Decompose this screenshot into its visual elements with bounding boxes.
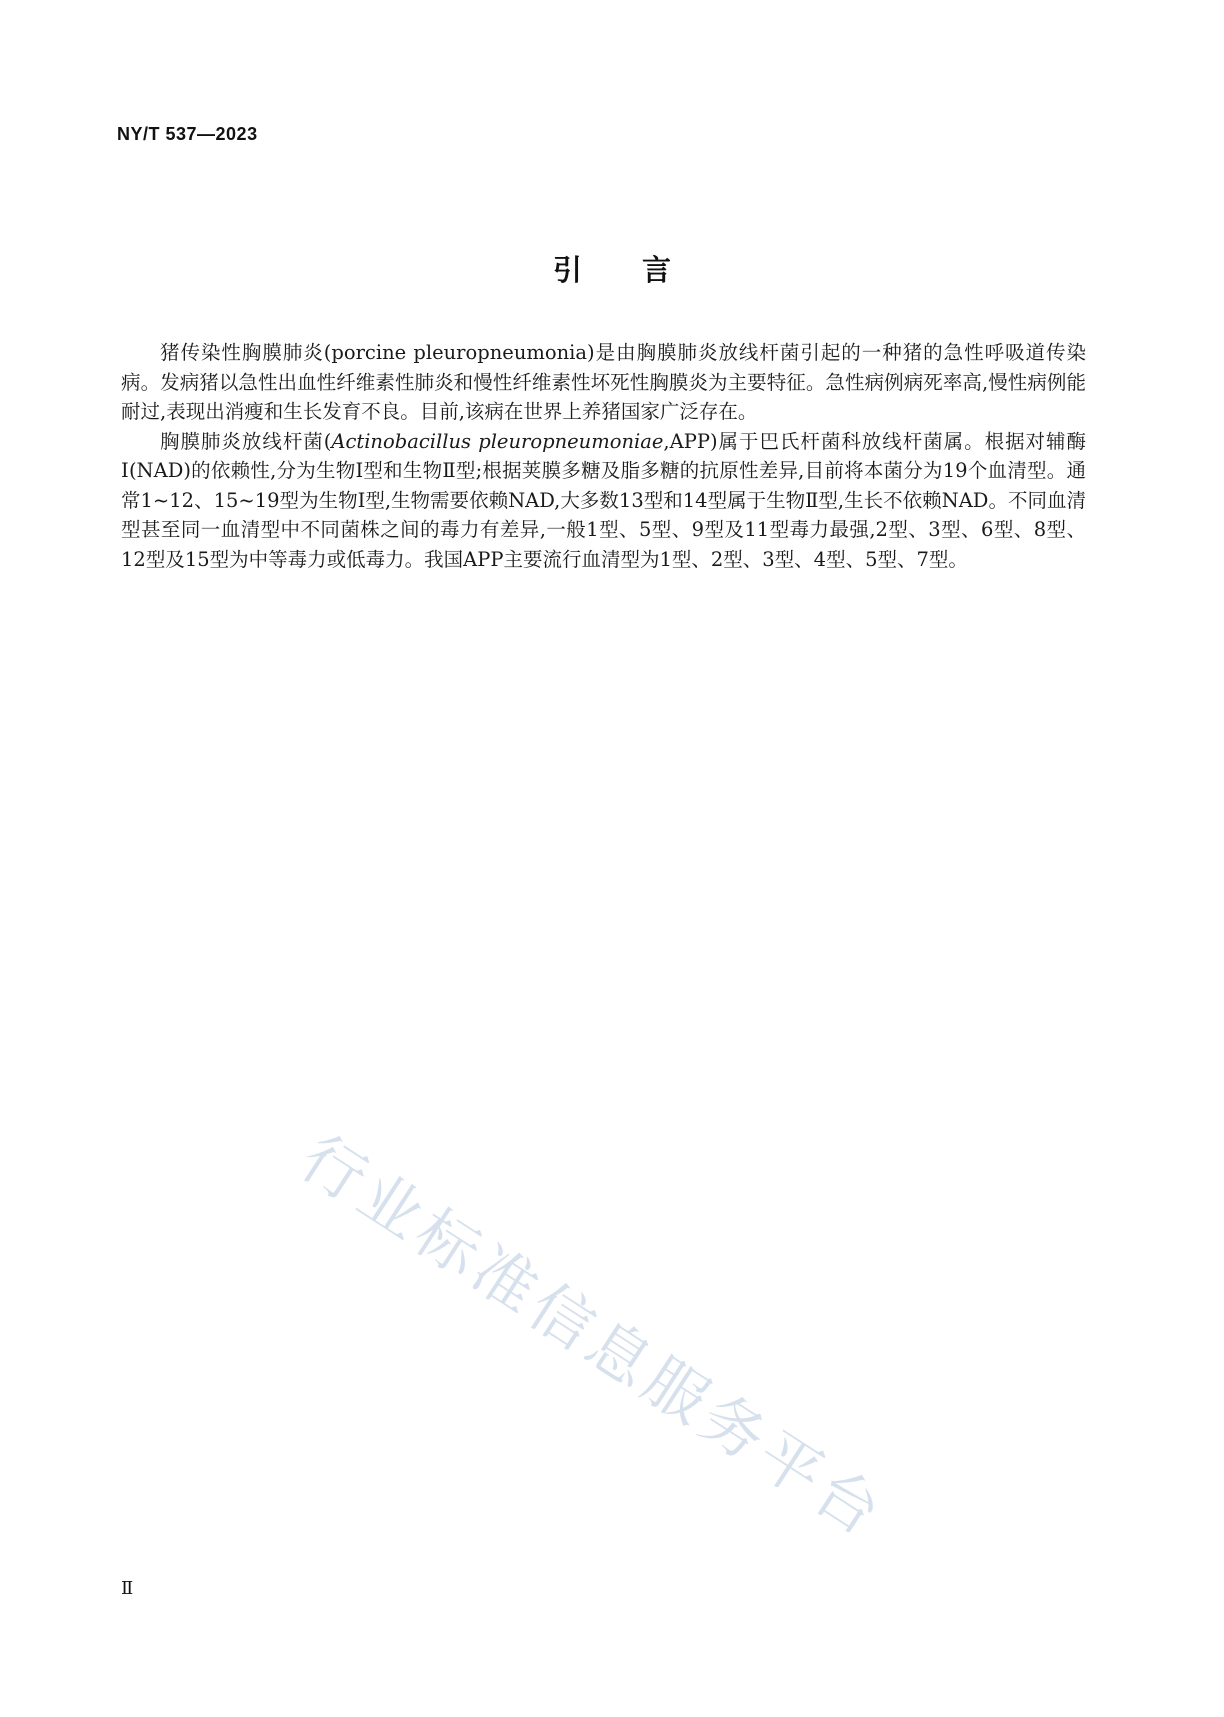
standard-code-header: NY/T 537—2023 [117,124,258,144]
page-number: Ⅱ [121,1578,134,1599]
paragraph-2 [121,427,1086,575]
scientific-name: Actinobacillus pleuropneumoniae [331,429,664,453]
body-text [121,338,1086,574]
paragraph-2-rest: ,APP)属于巴氏杆菌科放线杆菌属。根据对辅酶Ⅰ(NAD)的依赖性,分为生物Ⅰ型和生物Ⅱ型;根据荚膜多糖及脂多糖的抗原性差异,目前将本菌分为19个血清型。通常1~12、15~19型为生物Ⅰ型,生物需要依赖NAD,大多数13型和14型属于生物Ⅱ型,生长不依赖NAD。不同血清型甚至同一血清型中不同菌株之间的毒力有差异,一般1型、5型、9型及11型毒力最强,2型、3型、6型、8型、12型及15型为中等毒力或低毒力。我国APP主要流行血清型为1型、2型、3型、4型、5型、7型。 [121,429,1086,571]
watermark: 行业标准信息服务平台 [288,1120,899,1553]
paragraph-2-lead: 胸膜肺炎放线杆菌( [160,429,332,453]
paragraph-1: 猪传染性胸膜肺炎(porcine pleuropneumonia)是由胸膜肺炎放线杆菌引起的一种猪的急性呼吸道传染病。发病猪以急性出血性纤维素性肺炎和慢性纤维素性坏死性胸膜炎为主要特征。急性病例病死率高,慢性病例能耐过,表现出消瘦和生长发育不良。目前,该病在世界上养猪国家广泛存在。 [121,341,1086,423]
page-title: 引言 [552,253,731,287]
